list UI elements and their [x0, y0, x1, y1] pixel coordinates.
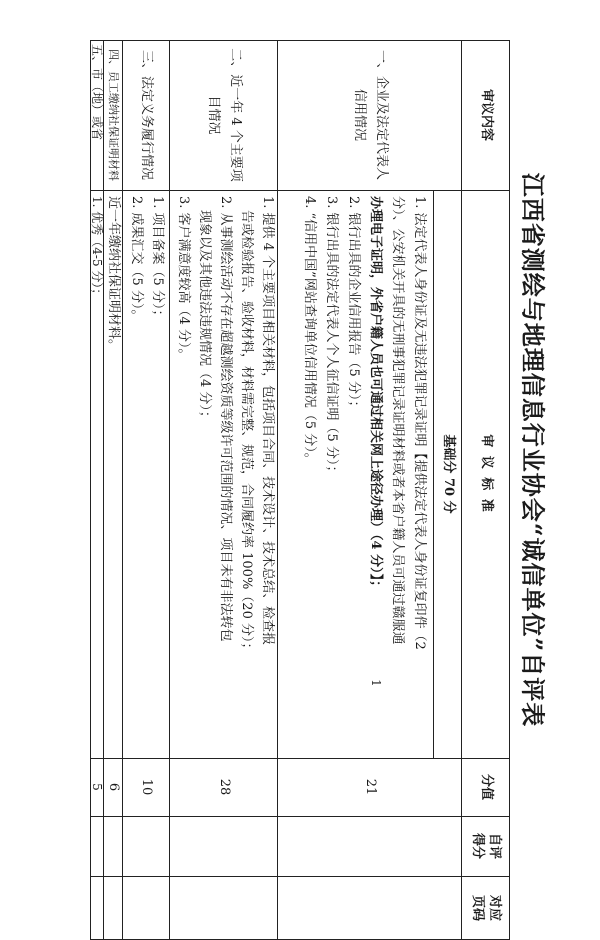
col-divider: [90, 816, 510, 817]
header-content: 审议内容: [479, 88, 494, 141]
page-number: 1: [368, 679, 383, 687]
row1-score: 21: [363, 778, 378, 796]
criteria-line: 3. 银行出具的法定代表人个人征信证明（5 分）；: [324, 196, 339, 479]
criteria-line: 2. 成果汇交（5 分）。: [129, 196, 144, 323]
row5-criteria: [90, 196, 104, 754]
row4-content: 四、员工缴纳社保证明材料: [107, 49, 121, 181]
criteria-line: 分）、公安机关开具的无刑事犯罪记录证明材料或者本省户籍人员可通过赣服通: [390, 196, 405, 645]
row3-score: 10: [139, 778, 155, 796]
criteria-line: 1. 优秀（4-5 分）；: [90, 196, 104, 301]
criteria-line: 1. 项目备案（5 分）；: [150, 196, 165, 323]
row5-content: 五、市（地）或省: [90, 44, 104, 141]
section-header: 基础分 70 分: [441, 434, 456, 514]
header-score: 分值: [479, 773, 494, 800]
document-title: 江西省测绘与地理信息行业协会“诚信单位”自评表: [518, 172, 548, 728]
row2-score: 28: [217, 778, 232, 796]
header-self-score: 自评得分: [470, 832, 502, 859]
header-criteria: 审 议 标 准: [479, 434, 494, 514]
row2-criteria: [170, 196, 278, 754]
criteria-line: 告或检验报告、验收材料，材料需完整、规范，合同履约率 100%（20 分）；: [239, 210, 254, 656]
criteria-line: 2. 银行出具的企业信用报告（5 分）；: [346, 196, 361, 414]
criteria-line: 4. “信用中国”网站查询单位信用情况（5 分）。: [302, 196, 317, 466]
row3-criteria: [124, 196, 168, 754]
row3-content: 三、法定义务履行情况: [139, 49, 155, 180]
criteria-line: 3. 客户满意度较高（4 分）。: [176, 196, 191, 362]
row1-content: 一、企业及法定代表人信用情况: [352, 49, 389, 180]
row1-criteria: [280, 196, 430, 754]
criteria-line: 现象以及其他违法违规情况（4 分）；: [197, 210, 212, 424]
col-divider: [90, 876, 510, 877]
criteria-line: 近一年缴纳社保证明材料。: [106, 196, 121, 353]
header-page-ref: 对应页码: [470, 894, 502, 921]
criteria-line: 1. 法定代表人身份证及无违法犯罪记录证明【提供法定代表人身份证复印件（2: [412, 196, 427, 650]
row2-content: 二、近一年 4 个主要项目情况: [206, 48, 243, 182]
criteria-line: 1. 提供 4 个主要项目相关材料，包括项目合同、技术设计、技术总结、检查报: [260, 196, 275, 646]
row5-score: 5: [90, 783, 104, 791]
self-evaluation-table: [90, 40, 510, 940]
row4-score: 6: [106, 782, 122, 792]
criteria-line: 2. 从事测绘活动不存在超越测绘资质等级许可范围的情况、项目未有非法转包: [218, 196, 233, 642]
row4-criteria: [104, 196, 123, 754]
criteria-line: 办理电子证明，外省户籍人员也可通过相关网上途径办理）（4 分）】；: [368, 196, 383, 594]
